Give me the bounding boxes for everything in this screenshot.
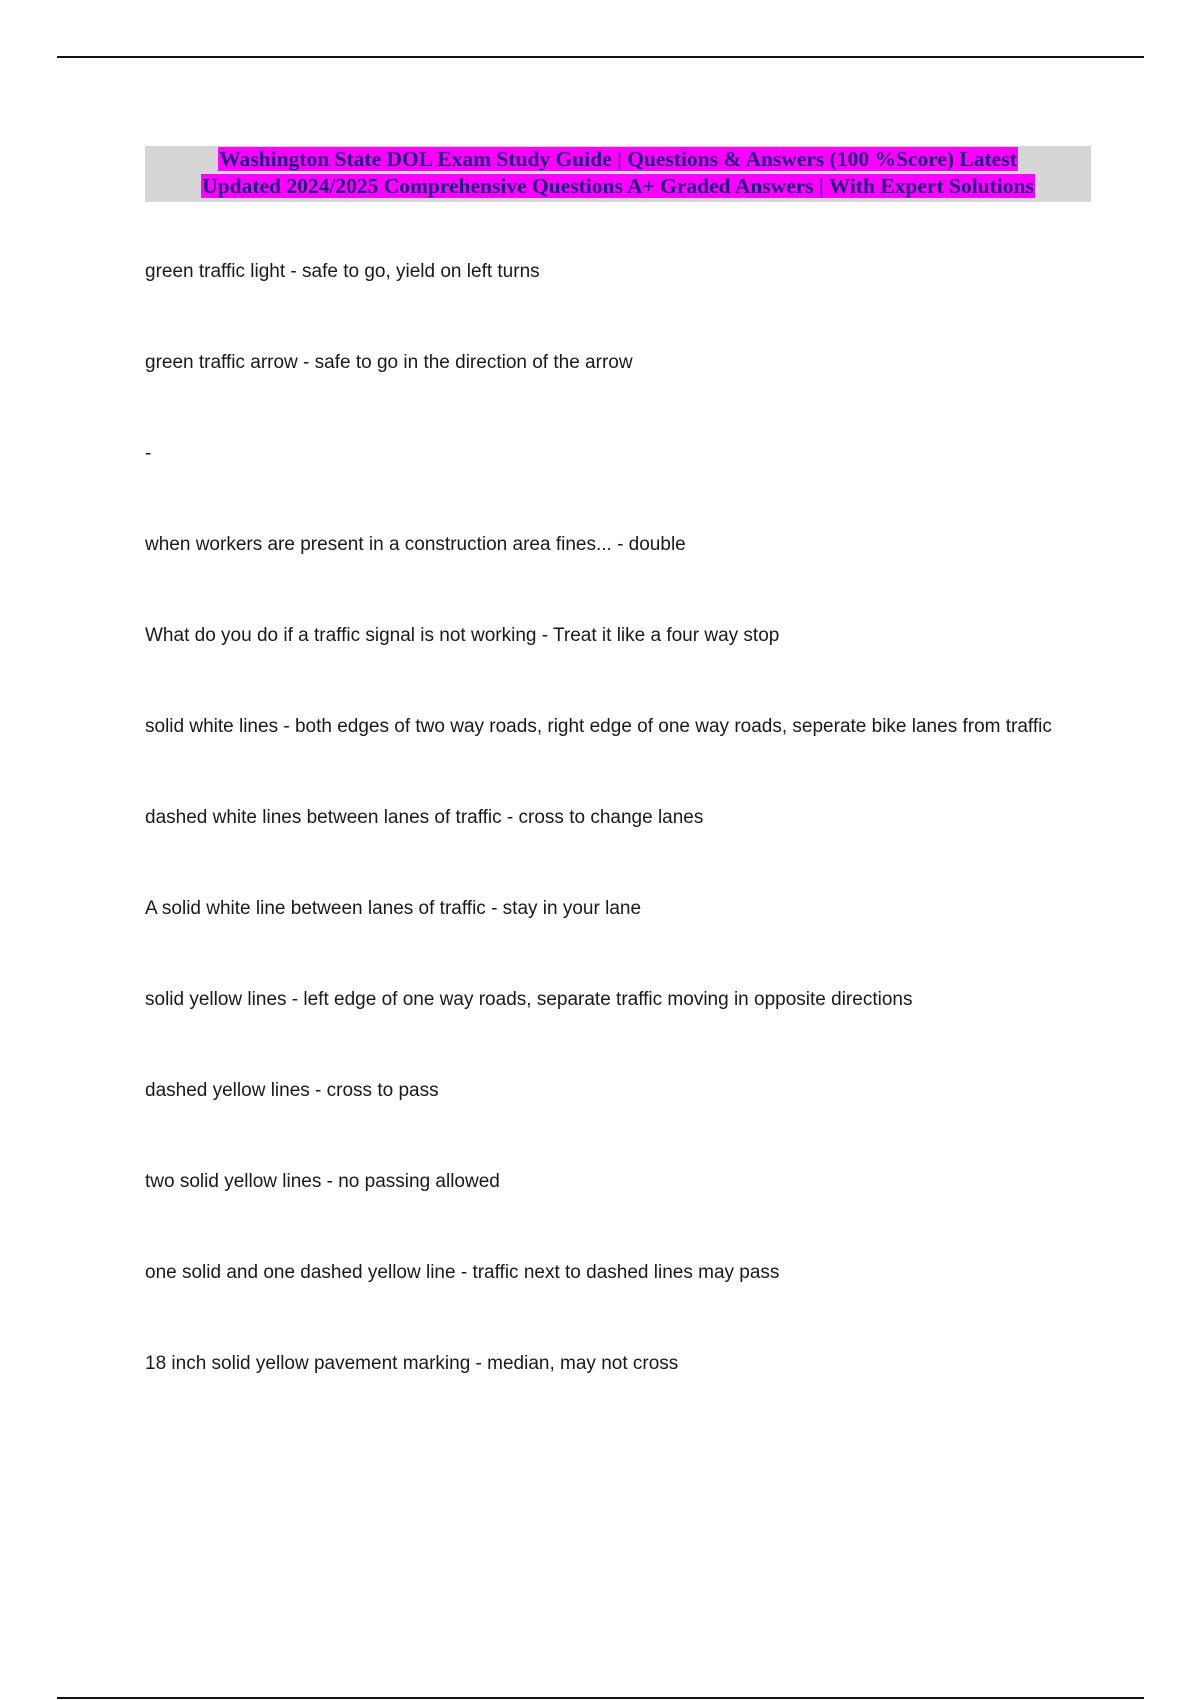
title-line-1: Washington State DOL Exam Study Guide | Questions & Answers (100 %Score) Latest: [219, 147, 1017, 171]
qa-item: when workers are present in a construction area fines... - double: [145, 534, 686, 555]
document-title: [145, 146, 1091, 200]
qa-item: one solid and one dashed yellow line - traffic next to dashed lines may pass: [145, 1262, 780, 1283]
qa-item: What do you do if a traffic signal is not working - Treat it like a four way stop: [145, 625, 780, 646]
qa-item: A solid white line between lanes of traffic - stay in your lane: [145, 898, 642, 919]
qa-item: green traffic arrow - safe to go in the direction of the arrow: [145, 352, 633, 373]
qa-list: [145, 258, 1090, 1441]
qa-item: solid yellow lines - left edge of one way roads, separate traffic moving in opposite directions: [145, 989, 913, 1010]
qa-item: 18 inch solid yellow pavement marking - median, may not cross: [145, 1353, 679, 1374]
qa-item: dashed yellow lines - cross to pass: [145, 1080, 439, 1101]
header-rule: [57, 56, 1144, 58]
qa-item: green traffic light - safe to go, yield on left turns: [145, 261, 540, 282]
qa-item: dashed white lines between lanes of traffic - cross to change lanes: [145, 807, 704, 828]
title-line-2: Updated 2024/2025 Comprehensive Questions A+ Graded Answers | With Expert Solutions: [202, 174, 1034, 198]
qa-item: -: [145, 443, 152, 464]
qa-item: solid white lines - both edges of two way roads, right edge of one way roads, seperate bike lanes from traffic: [145, 716, 1052, 737]
qa-item: two solid yellow lines - no passing allowed: [145, 1171, 500, 1192]
footer-rule: [57, 1697, 1144, 1699]
